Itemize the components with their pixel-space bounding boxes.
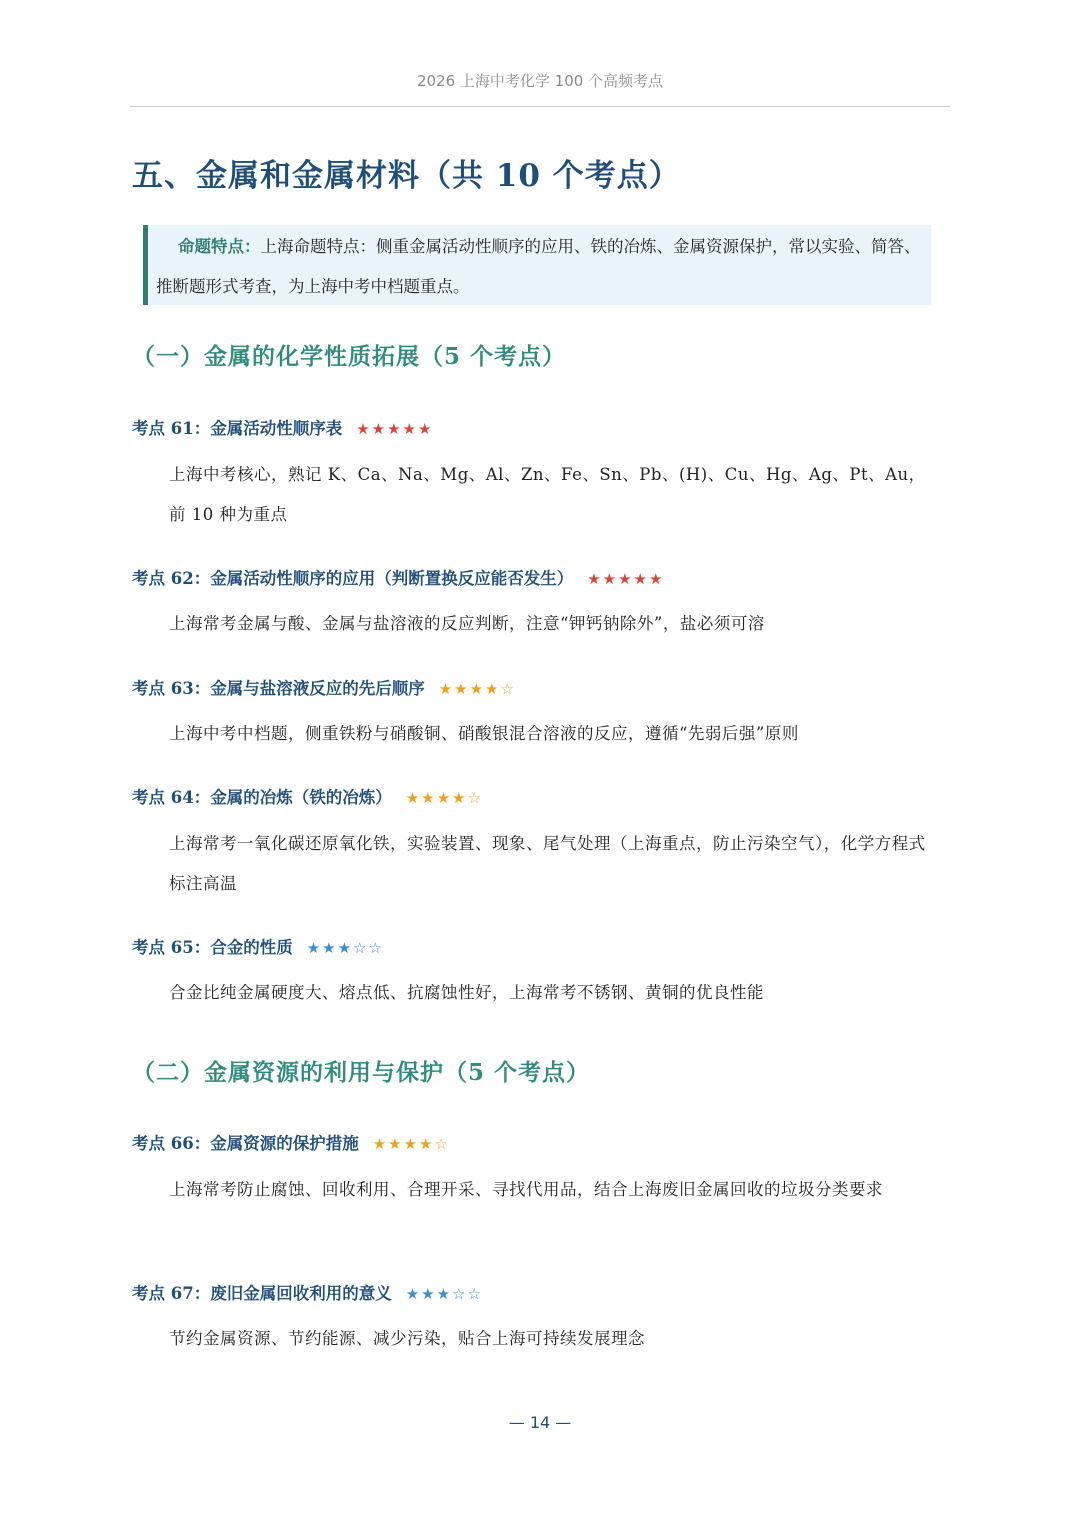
- point-title-66: [132, 1130, 450, 1154]
- point-title-64: [132, 784, 483, 808]
- point-body-61: 上海中考核心，熟记 K、Ca、Na、Mg、Al、Zn、Fe、Sn、Pb、(H)、Cu、Hg、Ag、Pt、Au，前 10 种为重点: [169, 465, 926, 524]
- point-title-67: [132, 1280, 483, 1304]
- point-body-65: 合金比纯金属硬度大、熔点低、抗腐蚀性好，上海常考不锈钢、黄铜的优良性能: [169, 983, 764, 1002]
- point-body-67: 节约金属资源、节约能源、减少污染，贴合上海可持续发展理念: [169, 1329, 645, 1348]
- point-title-text: 考点 66：金属资源的保护措施: [132, 1134, 359, 1153]
- header-divider: [130, 106, 950, 107]
- point-body-62: 上海常考金属与酸、金属与盐溶液的反应判断，注意“钾钙钠除外”，盐必须可溶: [169, 614, 765, 633]
- star-rating-icon: ★★★★☆: [372, 1135, 450, 1153]
- star-rating-icon: ★★★☆☆: [405, 1285, 483, 1303]
- point-title-65: [132, 934, 384, 958]
- point-title-text: 考点 64：金属的冶炼（铁的冶炼）: [132, 788, 392, 807]
- point-title-text: 考点 65：合金的性质: [132, 938, 293, 957]
- star-rating-icon: ★★★☆☆: [306, 939, 384, 957]
- point-body-66: 上海常考防止腐蚀、回收利用、合理开采、寻找代用品，结合上海废旧金属回收的垃圾分类要求: [169, 1180, 883, 1199]
- star-rating-icon: ★★★★☆: [405, 789, 483, 807]
- section-title-1: （一）金属的化学性质拓展（5 个考点）: [132, 343, 567, 370]
- chapter-title: 五、金属和金属材料（共 10 个考点）: [132, 158, 681, 194]
- page-number: — 14 —: [508, 1413, 572, 1432]
- star-rating-icon: ★★★★☆: [438, 680, 516, 698]
- callout-text: 上海命题特点：侧重金属活动性顺序的应用、铁的冶炼、金属资源保护，常以实验、简答、推断题形式考查，为上海中考中档题重点。: [156, 237, 921, 296]
- point-title-text: 考点 61：金属活动性顺序表: [132, 419, 343, 438]
- callout-box: [143, 225, 931, 305]
- section-title-2: （二）金属资源的利用与保护（5 个考点）: [132, 1059, 591, 1086]
- point-title-61: [132, 415, 433, 439]
- point-title-63: [132, 675, 516, 699]
- point-title-62: [132, 565, 664, 589]
- point-body-64: 上海常考一氧化碳还原氧化铁，实验装置、现象、尾气处理（上海重点，防止污染空气），化学方程式标注高温: [169, 834, 926, 893]
- point-title-text: 考点 63：金属与盐溶液反应的先后顺序: [132, 679, 425, 698]
- callout-label: 命题特点：: [178, 237, 261, 256]
- point-body-63: 上海中考中档题，侧重铁粉与硝酸铜、硝酸银混合溶液的反应，遵循“先弱后强”原则: [169, 724, 799, 743]
- star-rating-icon: ★★★★★: [587, 570, 665, 588]
- star-rating-icon: ★★★★★: [356, 420, 434, 438]
- running-header: 2026 上海中考化学 100 个高频考点: [416, 72, 664, 90]
- point-title-text: 考点 62：金属活动性顺序的应用（判断置换反应能否发生）: [132, 569, 574, 588]
- point-title-text: 考点 67：废旧金属回收利用的意义: [132, 1284, 392, 1303]
